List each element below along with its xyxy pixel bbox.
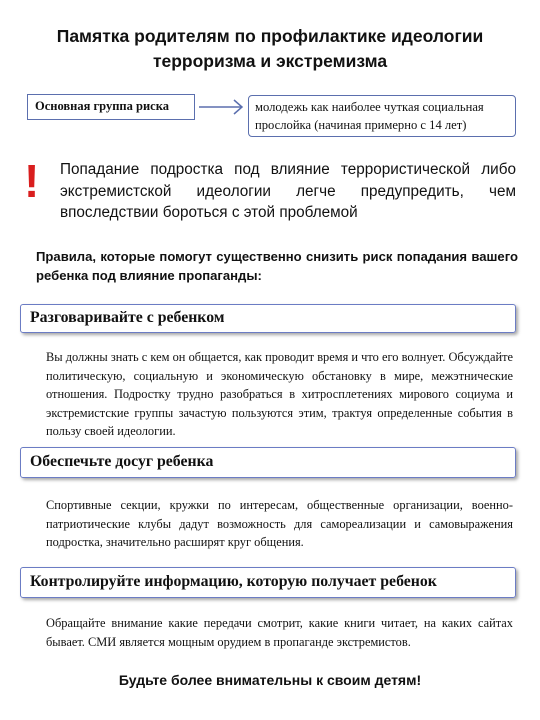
arrow-right-icon (197, 96, 247, 118)
section-body-leisure: Спортивные секции, кружки по интересам, общественные организации, военно-патриотические клубы дадут возможность для самореализации и самовыражения подростка, значительно расширят круг общения. (46, 498, 513, 550)
warning-text: Попадание подростка под влияние террористической либо экстремистской идеологии легче предупредить, чем впоследствии бороться с этой проблемой (60, 161, 516, 221)
section-body-talk: Вы должны знать с кем он общается, как проводит время и что его волнует. Обсуждайте политическую, социальную и экономическую обстановку в мире, межэтнические отношения. Подростку трудно разобраться в хитросплетениях мирового социума и экстремистские группы зачастую пользуются этим, трактуя определенные события в пользу своей идеологии. (46, 350, 513, 439)
section-heading-leisure: Обеспечьте досуг ребенка (20, 447, 516, 478)
page-title: Памятка родителям по профилактике идеологии терроризма и экстремизма (56, 26, 484, 71)
exclamation-icon: ! (24, 155, 40, 207)
section-heading-information: Контролируйте информацию, которую получает ребенок (20, 567, 516, 598)
risk-group-description: молодежь как наиболее чуткая социальная прослойка (начиная примерно с 14 лет) (248, 95, 516, 137)
rules-intro: Правила, которые помогут существенно снизить риск попадания вашего ребенка под влияние пропаганды: (36, 249, 518, 283)
closing-message: Будьте более внимательны к своим детям! (118, 672, 422, 688)
risk-group-label: Основная группа риска (27, 94, 195, 120)
section-body-information: Обращайте внимание какие передачи смотрит, какие книги читает, на каких сайтах бывает. СМИ является мощным орудием в пропаганде экстремистов. (46, 616, 513, 649)
section-heading-talk: Разговаривайте с ребенком (20, 304, 516, 333)
